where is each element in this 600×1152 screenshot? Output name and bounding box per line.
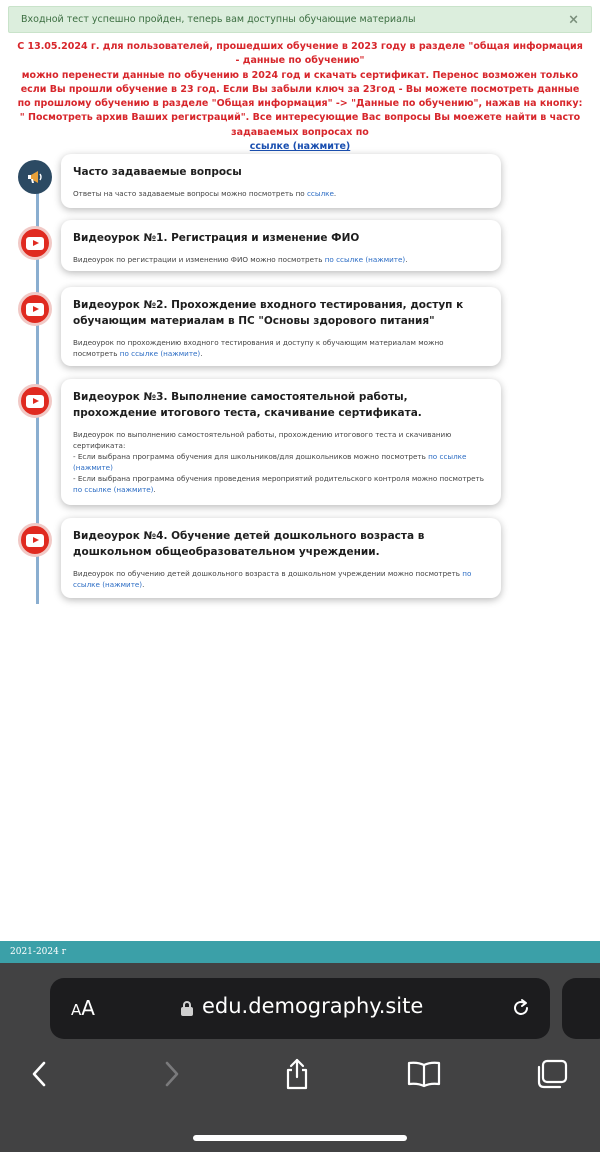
card-body: Видеоурок по регистрации и изменению ФИО можно посмотреть по ссылке (нажмите). bbox=[73, 255, 408, 264]
reload-icon[interactable] bbox=[510, 997, 532, 1019]
card-link[interactable]: по ссылке (нажмите) bbox=[324, 255, 406, 264]
youtube-play-icon[interactable] bbox=[18, 292, 52, 326]
youtube-play-icon[interactable] bbox=[18, 384, 52, 418]
faq-card bbox=[61, 154, 501, 208]
card-body: Видеоурок по прохождению входного тестирования и доступу к обучающим материалам можно посмотреть по ссылке (нажмите). bbox=[73, 338, 444, 358]
card-title: Видеоурок №1. Регистрация и изменение ФИО bbox=[73, 232, 360, 244]
chevron-right-icon bbox=[161, 1060, 181, 1088]
reader-settings-button[interactable]: AA bbox=[71, 996, 95, 1020]
card-title: Видеоурок №3. Выполнение самостоятельной работы, прохождение итогового теста, скачивание сертификата. bbox=[73, 391, 422, 419]
youtube-play-icon[interactable] bbox=[18, 226, 52, 260]
megaphone-icon bbox=[18, 160, 52, 194]
copyright-years: 2021-2024 г bbox=[10, 947, 67, 957]
card-link[interactable]: по ссылке (нажмите) bbox=[73, 569, 472, 589]
close-icon[interactable]: × bbox=[568, 12, 579, 27]
youtube-play-icon[interactable] bbox=[18, 523, 52, 557]
url-domain[interactable]: edu.demography.site bbox=[202, 994, 424, 1018]
video-lesson-card-2 bbox=[61, 287, 501, 366]
video-lesson-card-1 bbox=[61, 220, 501, 271]
card-link[interactable]: по ссылке (нажмите) bbox=[73, 452, 467, 472]
card-body: Видеоурок по обучению детей дошкольного возраста в дошкольном учреждении можно посмотреть по ссылке (нажмите). bbox=[73, 569, 472, 589]
bookmarks-button[interactable] bbox=[406, 1056, 442, 1092]
notice-line-2: можно перенести данные по обучению в 2024 год и скачать сертификат. Перенос возможен только если Вы прошли обучение в 23 год. Если Вы забыли ключ за 23год - Вы можете посмотреть данные по прошлому обучению в разделе "Общая информация" -> "Данные по обучению", нажав на кнопку: " Посмотреть архив Ваших регистраций". Все интересующие Вас вопросы Вы моежете найти в часто задаваемых вопросах по bbox=[17, 69, 583, 138]
faq-link[interactable]: ссылке (нажмите) bbox=[249, 141, 351, 153]
card-link[interactable]: ссылке bbox=[306, 189, 334, 198]
share-button[interactable] bbox=[279, 1056, 315, 1092]
card-body: Видеоурок по выполнению самостоятельной работы, прохождению итогового теста и скачиванию сертификата: - Если выбрана программа обучения для школьников/для дошкольников можно посмотреть по ссылке (нажмите) - Если выбрана программа обучения проведения мероприятий родительского контроля можно посмотреть по ссылке (нажмите). bbox=[73, 430, 484, 494]
success-alert bbox=[8, 6, 592, 33]
card-title: Видеоурок №4. Обучение детей дошкольного возраста в дошкольном общеобразовательном учреждении. bbox=[73, 530, 425, 558]
card-title: Часто задаваемые вопросы bbox=[73, 166, 242, 178]
video-lesson-card-4 bbox=[61, 518, 501, 598]
card-link[interactable]: по ссылке (нажмите) bbox=[119, 349, 201, 358]
card-body: Ответы на часто задаваемые вопросы можно посмотреть по ссылке. bbox=[73, 189, 337, 198]
success-alert-text: Входной тест успешно пройден, теперь вам доступны обучающие материалы bbox=[21, 14, 416, 25]
site-footer bbox=[0, 941, 600, 963]
address-bar[interactable] bbox=[50, 978, 550, 1039]
home-indicator bbox=[193, 1135, 407, 1141]
card-title: Видеоурок №2. Прохождение входного тестирования, доступ к обучающим материалам в ПС "Основы здорового питания" bbox=[73, 299, 464, 327]
notice-line-1: С 13.05.2024 г. для пользователей, прошедших обучение в 2023 году в разделе "общая информация - данные по обучению" bbox=[17, 41, 583, 67]
share-icon bbox=[282, 1057, 312, 1091]
forward-button[interactable] bbox=[153, 1056, 189, 1092]
card-link[interactable]: по ссылке (нажмите) bbox=[73, 485, 154, 494]
lock-icon bbox=[181, 1001, 193, 1016]
transfer-notice bbox=[14, 40, 586, 154]
tabs-button[interactable] bbox=[534, 1056, 570, 1092]
tabs-icon bbox=[535, 1058, 569, 1090]
back-button[interactable] bbox=[22, 1056, 58, 1092]
chevron-left-icon bbox=[30, 1060, 50, 1088]
video-lesson-card-3 bbox=[61, 379, 501, 505]
book-icon bbox=[406, 1059, 442, 1089]
next-tab-preview[interactable] bbox=[562, 978, 600, 1039]
